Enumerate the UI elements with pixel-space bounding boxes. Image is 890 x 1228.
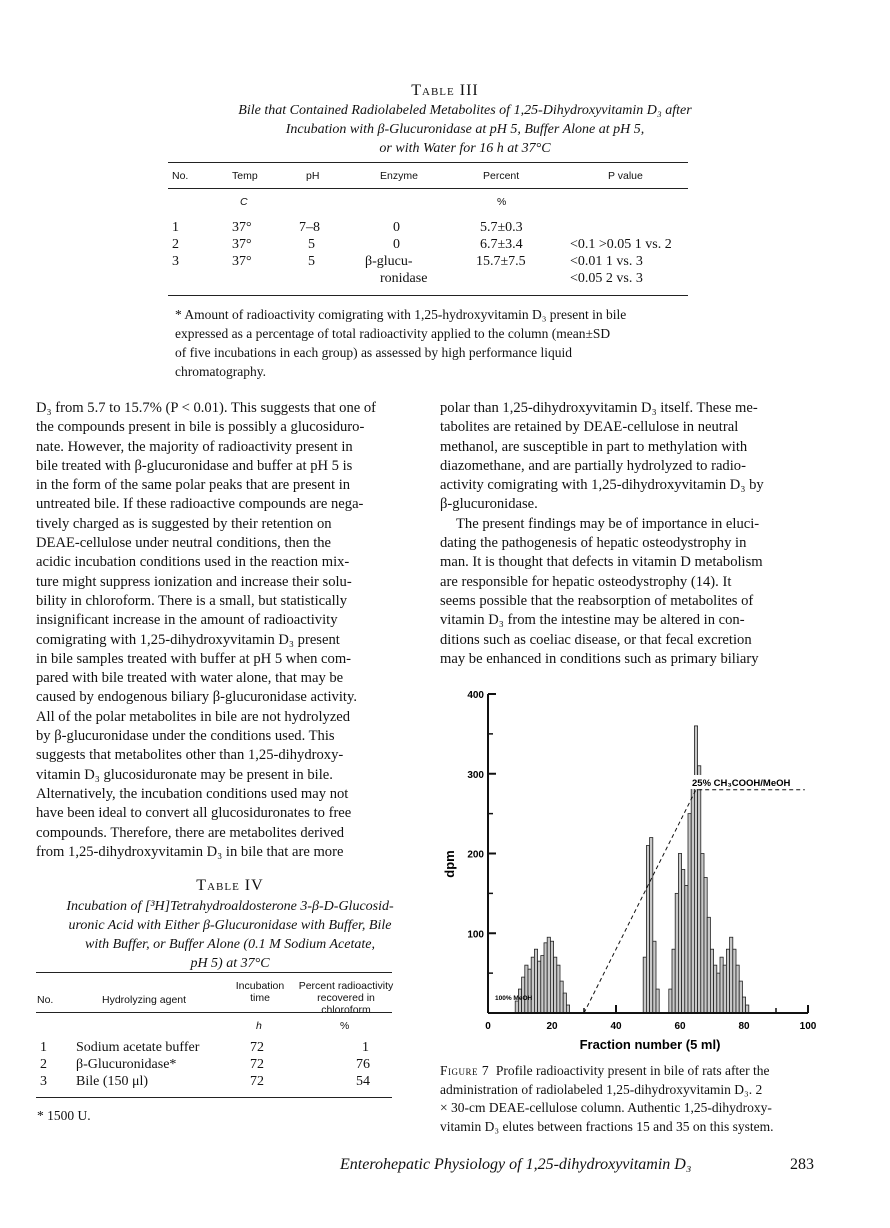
t3-r1-ph: 7–8 [299,220,320,235]
table3-caption [150,101,780,158]
t4-unit-time: h [256,1020,262,1032]
table4-title: Table IV [196,877,264,894]
text-line: man. It is thought that defects in vitamin D metabolism [440,554,763,571]
table4-caption-line: Incubation of [³H]Tetrahydroaldosterone 3-β-D-Glucosid- [66,899,394,914]
table4-top-rule [36,972,392,973]
table4-caption [30,897,430,973]
y-tick-label: 300 [467,769,484,781]
t4-r1-no: 1 [40,1040,47,1055]
figure7-chart [440,684,830,1060]
t3-r2-no: 2 [172,237,179,252]
histogram-bar [707,917,710,1013]
text-line: are responsible for hepatic osteodystrophy (14). It [440,573,732,590]
table3-footnote [175,305,695,381]
y-tick-label: 100 [467,929,484,941]
t4-r3-time: 72 [250,1074,264,1089]
text-line: DEAE-cellulose under neutral conditions, then the [36,535,332,552]
table3-header-rule [168,188,688,189]
x-axis-label: Fraction number (5 ml) [579,1037,721,1052]
left-body-text [36,399,422,862]
histogram-bar [682,869,685,1013]
x-tick-label: 100 [799,1021,817,1032]
t3-r3-ph: 5 [308,254,315,269]
histogram-bar [742,997,745,1013]
histogram-bar [730,937,733,1013]
figcap-line: vitamin D₃ elutes between fractions 15 and 35 on this system. [440,1118,774,1134]
t3-r3-pvalue: <0.01 1 vs. 3 [570,254,643,269]
x-tick-label: 20 [546,1021,558,1032]
text-line: polar than 1,25-dihydroxyvitamin D₃ itself. These me- [440,400,758,416]
t4-col-time-line: Incubation [235,980,285,992]
text-line: the compounds present in bile is possibly a glucosiduro- [36,419,365,436]
histogram-bar [538,961,541,1013]
histogram-bar [698,766,701,1013]
t3-r3-pvalue-2: <0.05 2 vs. 3 [570,271,643,286]
figcap-line: × 30-cm DEAE-cellulose column. Authentic 1,25-dihydroxy- [440,1100,772,1115]
t3-r3-temp: 37° [232,254,252,269]
text-line: comigrating with 1,25-dihydroxyvitamin D₃ present [36,631,340,648]
text-line: vitamin D₃ glucosiduronate may be present in bile. [36,766,333,783]
t3-r2-pvalue: <0.1 >0.05 1 vs. 2 [570,237,672,252]
t3-col-no: No. [172,170,189,182]
histogram-bar [560,981,563,1013]
footnote-line: * Amount of radioactivity comigrating with 1,25-hydroxyvitamin D₃ present in bile [175,307,627,322]
figcap-line: Profile radioactivity present in bile of rats after the [495,1063,770,1078]
text-line: β-glucuronidase. [440,496,538,513]
t3-col-ph: pH [306,170,320,182]
table4-caption-line: with Buffer, or Buffer Alone (0.1 M Sodium Acetate, [85,937,375,952]
annotation-gradient: 25% CH₃COOH/MeOH [692,778,791,789]
text-line: vitamin D₃ from the intestine may be altered in con- [440,612,745,629]
histogram-bar [710,949,713,1013]
histogram-bar [736,965,739,1013]
t3-r3-no: 3 [172,254,179,269]
x-tick-label: 60 [674,1021,686,1032]
text-line: bility in chloroform. There is a small, but statistically [36,592,348,609]
t4-col-time-line: time [250,992,270,1004]
histogram-bar [525,965,528,1013]
t3-col-percent: Percent [483,170,520,182]
table3-caption-line: Incubation with β-Glucuronidase at pH 5, Buffer Alone at pH 5, [285,122,645,137]
table3-bottom-rule [168,295,688,296]
t4-r1-agent: Sodium acetate buffer [76,1040,200,1055]
t4-r3-no: 3 [40,1074,47,1089]
y-tick-label: 400 [467,690,484,701]
histogram-bar [733,949,736,1013]
t4-col-no: No. [37,994,54,1006]
text-line: pared with bile treated with water alone, that may be [36,670,344,687]
t4-col-agent: Hydrolyzing agent [102,994,187,1006]
x-tick-label: 0 [485,1021,491,1032]
histogram-bar [739,981,742,1013]
right-body-text [440,399,822,669]
histogram-bar [720,957,723,1013]
histogram-bar [691,782,694,1013]
histogram-bar [704,877,707,1013]
text-line: The present findings may be of importance in eluci- [456,515,760,532]
t3-col-enzyme: Enzyme [380,170,418,182]
histogram-bar [726,949,729,1013]
text-line: bile treated with β-glucuronidase and buffer at pH 5 is [36,457,353,474]
t4-col-pct [296,980,396,1016]
text-line: tively charged as is suggested by their retention on [36,515,332,532]
histogram-bar [534,949,537,1013]
histogram-bar [646,846,649,1013]
table3-top-rule [168,162,688,163]
text-line: All of the polar metabolites in bile are not hydrolyzed [36,708,351,725]
t3-r2-enzyme: 0 [393,237,400,252]
t3-r1-temp: 37° [232,220,252,235]
histogram-bar [672,949,675,1013]
t4-col-time [234,980,286,1004]
text-line: by β-glucuronidase under the conditions used. This [36,728,335,745]
t4-r1-pct: 1 [362,1040,369,1055]
table4-header-rule [36,1012,392,1013]
t3-unit-temp: C [240,196,248,208]
histogram-bar [563,993,566,1013]
histogram-bar [688,814,691,1013]
page-number: 283 [790,1156,814,1173]
text-line: in bile samples treated with buffer at pH 5 when com- [36,650,352,667]
t3-r1-enzyme: 0 [393,220,400,235]
t3-col-temp: Temp [232,170,258,182]
x-tick-label: 80 [738,1021,750,1032]
t3-r3-enzyme-cont: ronidase [380,271,428,286]
text-line: insignificant increase in the amount of radioactivity [36,612,338,629]
histogram-bar [685,885,688,1013]
histogram-bar [694,726,697,1013]
histogram-bar [675,893,678,1013]
text-line: caused by endogenous biliary β-glucuronidase activity. [36,689,357,706]
text-line: from 1,25-dihydroxyvitamin D₃ in bile that are more [36,843,344,860]
t3-r1-no: 1 [172,220,179,235]
histogram-bar [544,943,547,1013]
histogram-bar [528,969,531,1013]
t3-r2-percent: 6.7±3.4 [480,237,523,252]
t3-col-pvalue: P value [608,170,643,182]
t4-col-pct-line: recovered in chloroform [317,992,375,1016]
t4-r3-agent: Bile (150 μl) [76,1074,149,1089]
text-line: diazomethane, and are partially hydrolyzed to radio- [440,457,746,474]
text-line: in the form of the same polar peaks that are present in [36,477,351,494]
histogram-bar [723,965,726,1013]
histogram-bar [746,1005,749,1013]
text-line: activity comigrating with 1,25-dihydroxyvitamin D₃ by [440,477,764,494]
t3-r1-percent: 5.7±0.3 [480,220,523,235]
text-line: nate. However, the majority of radioactivity present in [36,438,353,455]
t4-col-pct-line: Percent radioactivity [298,980,394,992]
histogram-bar [550,941,553,1013]
histogram-bar [656,989,659,1013]
table4-bottom-rule [36,1097,392,1098]
text-line: tabolites are retained by DEAE-cellulose in neutral [440,419,739,436]
histogram-bar [557,965,560,1013]
t4-r2-agent: β-Glucuronidase* [76,1057,177,1072]
table3-caption-line: or with Water for 16 h at 37°C [379,141,551,156]
t4-unit-pct: % [340,1020,350,1032]
t3-unit-percent: % [497,196,507,208]
histogram-bar [566,1005,569,1013]
footnote-line: expressed as a percentage of total radioactivity applied to the column (mean±SD [175,326,611,341]
text-line: may be enhanced in conditions such as primary biliary [440,650,759,667]
histogram-bar [714,965,717,1013]
text-line: D₃ from 5.7 to 15.7% (P < 0.01). This suggests that one of [36,400,377,416]
text-line: seems possible that the reabsorption of metabolites of [440,592,754,609]
text-line: dating the pathogenesis of hepatic osteodystrophy in [440,535,747,552]
histogram-bar [717,973,720,1013]
text-line: acidic incubation conditions used in the reaction mix- [36,554,350,571]
footnote-line: of five incubations in each group) as assessed by high performance liquid [175,345,573,360]
table4-caption-line: pH 5) at 37°C [190,956,270,971]
histogram-bar [653,941,656,1013]
table3-title: Table III [411,82,479,99]
y-axis-label: dpm [442,850,457,878]
t4-r2-pct: 76 [356,1057,370,1072]
y-tick-label: 200 [467,849,484,861]
t4-r2-no: 2 [40,1057,47,1072]
annotation-start: 100% MeOH [495,995,533,1002]
text-line: ditions such as coeliac disease, or that fecal excretion [440,631,752,648]
text-line: suggests that metabolites other than 1,25-dihydroxy- [36,747,344,764]
histogram-bar [554,957,557,1013]
footnote-line: chromatography. [175,364,266,379]
histogram-bar [531,957,534,1013]
histogram-bar [678,854,681,1014]
text-line: compounds. Therefore, there are metabolites derived [36,824,345,841]
t4-r2-time: 72 [250,1057,264,1072]
text-line: untreated bile. If these radioactive compounds are nega- [36,496,364,513]
t4-r1-time: 72 [250,1040,264,1055]
table4-caption-line: uronic Acid with Either β-Glucuronidase with Buffer, Bile [68,918,392,933]
t3-r2-temp: 37° [232,237,252,252]
histogram-bar [643,957,646,1013]
x-tick-label: 40 [610,1021,622,1032]
figcap-line: administration of radiolabeled 1,25-dihydroxyvitamin D₃. 2 [440,1081,763,1097]
t4-r3-pct: 54 [356,1074,370,1089]
histogram-bar [515,1001,518,1013]
histogram-bar [669,989,672,1013]
text-line: ture might suppress ionization and increase their solu- [36,573,352,590]
figure7-caption [440,1062,820,1136]
running-title: Enterohepatic Physiology of 1,25-dihydroxyvitamin D₃ [340,1156,692,1173]
text-line: methanol, are susceptible in part to methylation with [440,438,748,455]
table3-caption-line: Bile that Contained Radiolabeled Metabolites of 1,25-Dihydroxyvitamin D₃ after [238,103,692,118]
t3-r3-enzyme: β-glucu- [365,254,413,269]
figure-label: Figure 7 [440,1063,490,1078]
histogram-bar [701,854,704,1014]
histogram-bar [650,838,653,1013]
t3-r2-ph: 5 [308,237,315,252]
text-line: Alternatively, the incubation conditions used may not [36,785,349,802]
t3-r3-percent: 15.7±7.5 [476,254,526,269]
histogram-bar [547,937,550,1013]
text-line: have been ideal to convert all glucosiduronates to free [36,805,352,822]
table4-footnote: * 1500 U. [37,1108,91,1123]
histogram-bar [541,956,544,1013]
